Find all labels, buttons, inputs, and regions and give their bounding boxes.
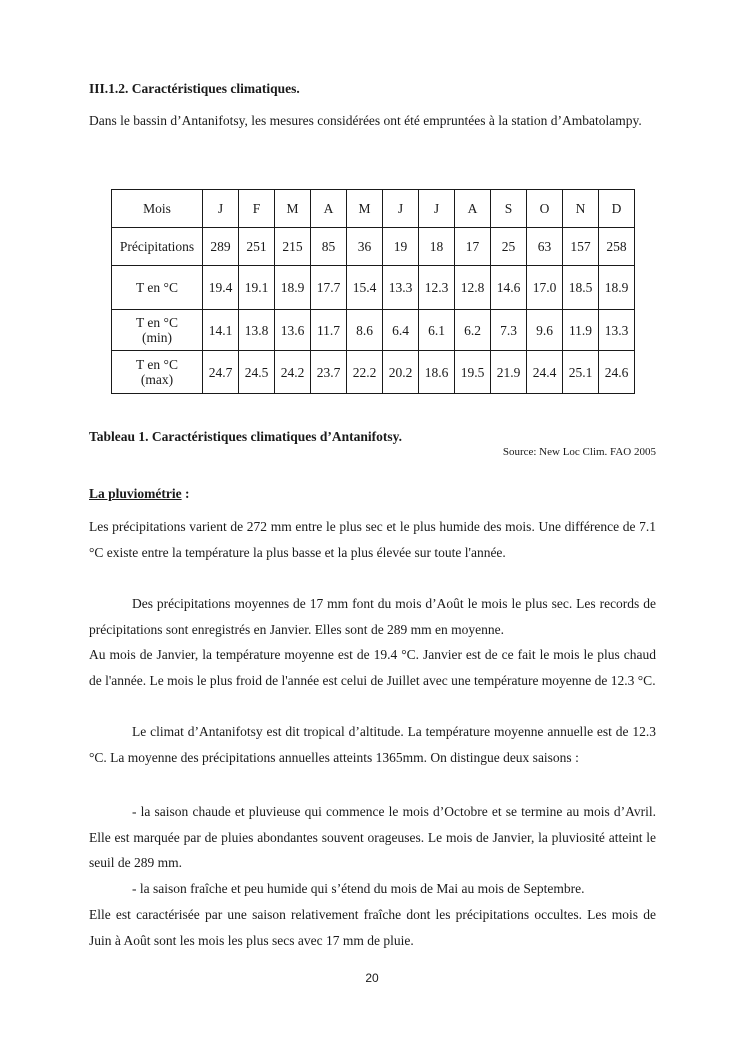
table-cell: 7.3 (491, 310, 527, 351)
table-source: Source: New Loc Clim. FAO 2005 (502, 446, 656, 458)
paragraph-2: Des précipitations moyennes de 17 mm font du mois d’Août le mois le plus sec. Les records de précipitations sont enregistrés en Janvier. Elles sont de 289 mm en moyenne. (89, 596, 656, 637)
table-cell: 18.6 (419, 351, 455, 394)
table-cell: 25.1 (563, 351, 599, 394)
table-cell: 17 (455, 228, 491, 266)
row-label-sub: (max) (140, 372, 174, 387)
table-cell: 12.3 (419, 266, 455, 310)
table-cell: 24.4 (527, 351, 563, 394)
table-cell: 6.1 (419, 310, 455, 351)
paragraph-1: Les précipitations varient de 272 mm entre le plus sec et le plus humide des mois. Une différence de 7.1 °C existe entre la température la plus basse et la plus élevée sur toute l'année. (89, 519, 656, 560)
table-cell: 25 (491, 228, 527, 266)
month-header: N (563, 190, 599, 228)
table-header-row (112, 190, 635, 228)
table-row (112, 266, 635, 310)
month-header: O (527, 190, 563, 228)
table-row (112, 228, 635, 266)
table-cell: 19.4 (203, 266, 239, 310)
section-heading: III.1.2. Caractéristiques climatiques. (89, 81, 300, 96)
table-caption: Tableau 1. Caractéristiques climatiques d’Antanifotsy. (89, 429, 403, 444)
month-header: J (419, 190, 455, 228)
paragraph-6: - la saison fraîche et peu humide qui s’étend du mois de Mai au mois de Septembre. (132, 881, 585, 896)
table-cell: 17.0 (527, 266, 563, 310)
subheading (89, 486, 190, 502)
month-header: J (203, 190, 239, 228)
table-cell: 85 (311, 228, 347, 266)
month-header: J (383, 190, 419, 228)
table-header-label: Mois (112, 190, 203, 228)
table-cell: 19.5 (455, 351, 491, 394)
row-label-main: T en °C (136, 357, 178, 372)
table-cell: 18.5 (563, 266, 599, 310)
subheading-suffix: : (181, 486, 190, 501)
table-cell: 215 (275, 228, 311, 266)
intro-paragraph: Dans le bassin d’Antanifotsy, les mesures considérées ont été empruntées à la station d’Ambatolampy. (89, 113, 642, 128)
table-cell: 19 (383, 228, 419, 266)
month-header: F (239, 190, 275, 228)
table-cell: 36 (347, 228, 383, 266)
row-label-main: T en °C (136, 315, 178, 330)
table-cell: 157 (563, 228, 599, 266)
paragraph-7: Elle est caractérisée par une saison relativement fraîche dont les précipitations occultes. Les mois de Juin à Août sont les mois les plus secs avec 17 mm de pluie. (89, 907, 656, 948)
row-label (112, 310, 203, 351)
table-cell: 13.6 (275, 310, 311, 351)
table-cell: 9.6 (527, 310, 563, 351)
table-cell: 15.4 (347, 266, 383, 310)
row-label-sub: (min) (142, 330, 172, 345)
table-cell: 13.8 (239, 310, 275, 351)
table-cell: 11.9 (563, 310, 599, 351)
table-cell: 13.3 (383, 266, 419, 310)
table-cell: 18.9 (599, 266, 635, 310)
paragraph-5: - la saison chaude et pluvieuse qui commence le mois d’Octobre et se termine au mois d’Avril. Elle est marquée par de pluies abondantes souvent orageuses. Le mois de Janvier, la pluviosité atteint le seuil de 289 mm. (89, 804, 656, 870)
table-row (112, 351, 635, 394)
table-cell: 24.2 (275, 351, 311, 394)
table-cell: 13.3 (599, 310, 635, 351)
page-number: 20 (365, 971, 379, 985)
table-cell: 6.2 (455, 310, 491, 351)
table-row (112, 310, 635, 351)
month-header: A (311, 190, 347, 228)
paragraph-4: Le climat d’Antanifotsy est dit tropical d’altitude. La température moyenne annuelle est de 12.3 °C. La moyenne des précipitations annuelles atteints 1365mm. On distingue deux saisons : (89, 724, 656, 765)
table-cell: 22.2 (347, 351, 383, 394)
table-cell: 24.6 (599, 351, 635, 394)
paragraph-3: Au mois de Janvier, la température moyenne est de 19.4 °C. Janvier est de ce fait le mois le plus chaud de l'année. Le mois le plus froid de l'année est celui de Juillet avec une température moyenne de 12.3 °C. (89, 647, 656, 688)
table-cell: 19.1 (239, 266, 275, 310)
table-cell: 251 (239, 228, 275, 266)
table-cell: 14.1 (203, 310, 239, 351)
table-cell: 8.6 (347, 310, 383, 351)
table-cell: 18 (419, 228, 455, 266)
month-header: M (275, 190, 311, 228)
table-cell: 18.9 (275, 266, 311, 310)
climate-table (111, 189, 635, 394)
row-label: Précipitations (112, 228, 203, 266)
table-cell: 63 (527, 228, 563, 266)
table-cell: 258 (599, 228, 635, 266)
month-header: M (347, 190, 383, 228)
month-header: S (491, 190, 527, 228)
table-cell: 21.9 (491, 351, 527, 394)
table-cell: 14.6 (491, 266, 527, 310)
table-cell: 12.8 (455, 266, 491, 310)
row-label (112, 351, 203, 394)
table-cell: 24.5 (239, 351, 275, 394)
table-cell: 24.7 (203, 351, 239, 394)
table-cell: 17.7 (311, 266, 347, 310)
table-cell: 289 (203, 228, 239, 266)
month-header: A (455, 190, 491, 228)
table-cell: 6.4 (383, 310, 419, 351)
subheading-text: La pluviométrie (89, 486, 182, 501)
table-cell: 23.7 (311, 351, 347, 394)
row-label: T en °C (112, 266, 203, 310)
month-header: D (599, 190, 635, 228)
table-cell: 11.7 (311, 310, 347, 351)
table-cell: 20.2 (383, 351, 419, 394)
